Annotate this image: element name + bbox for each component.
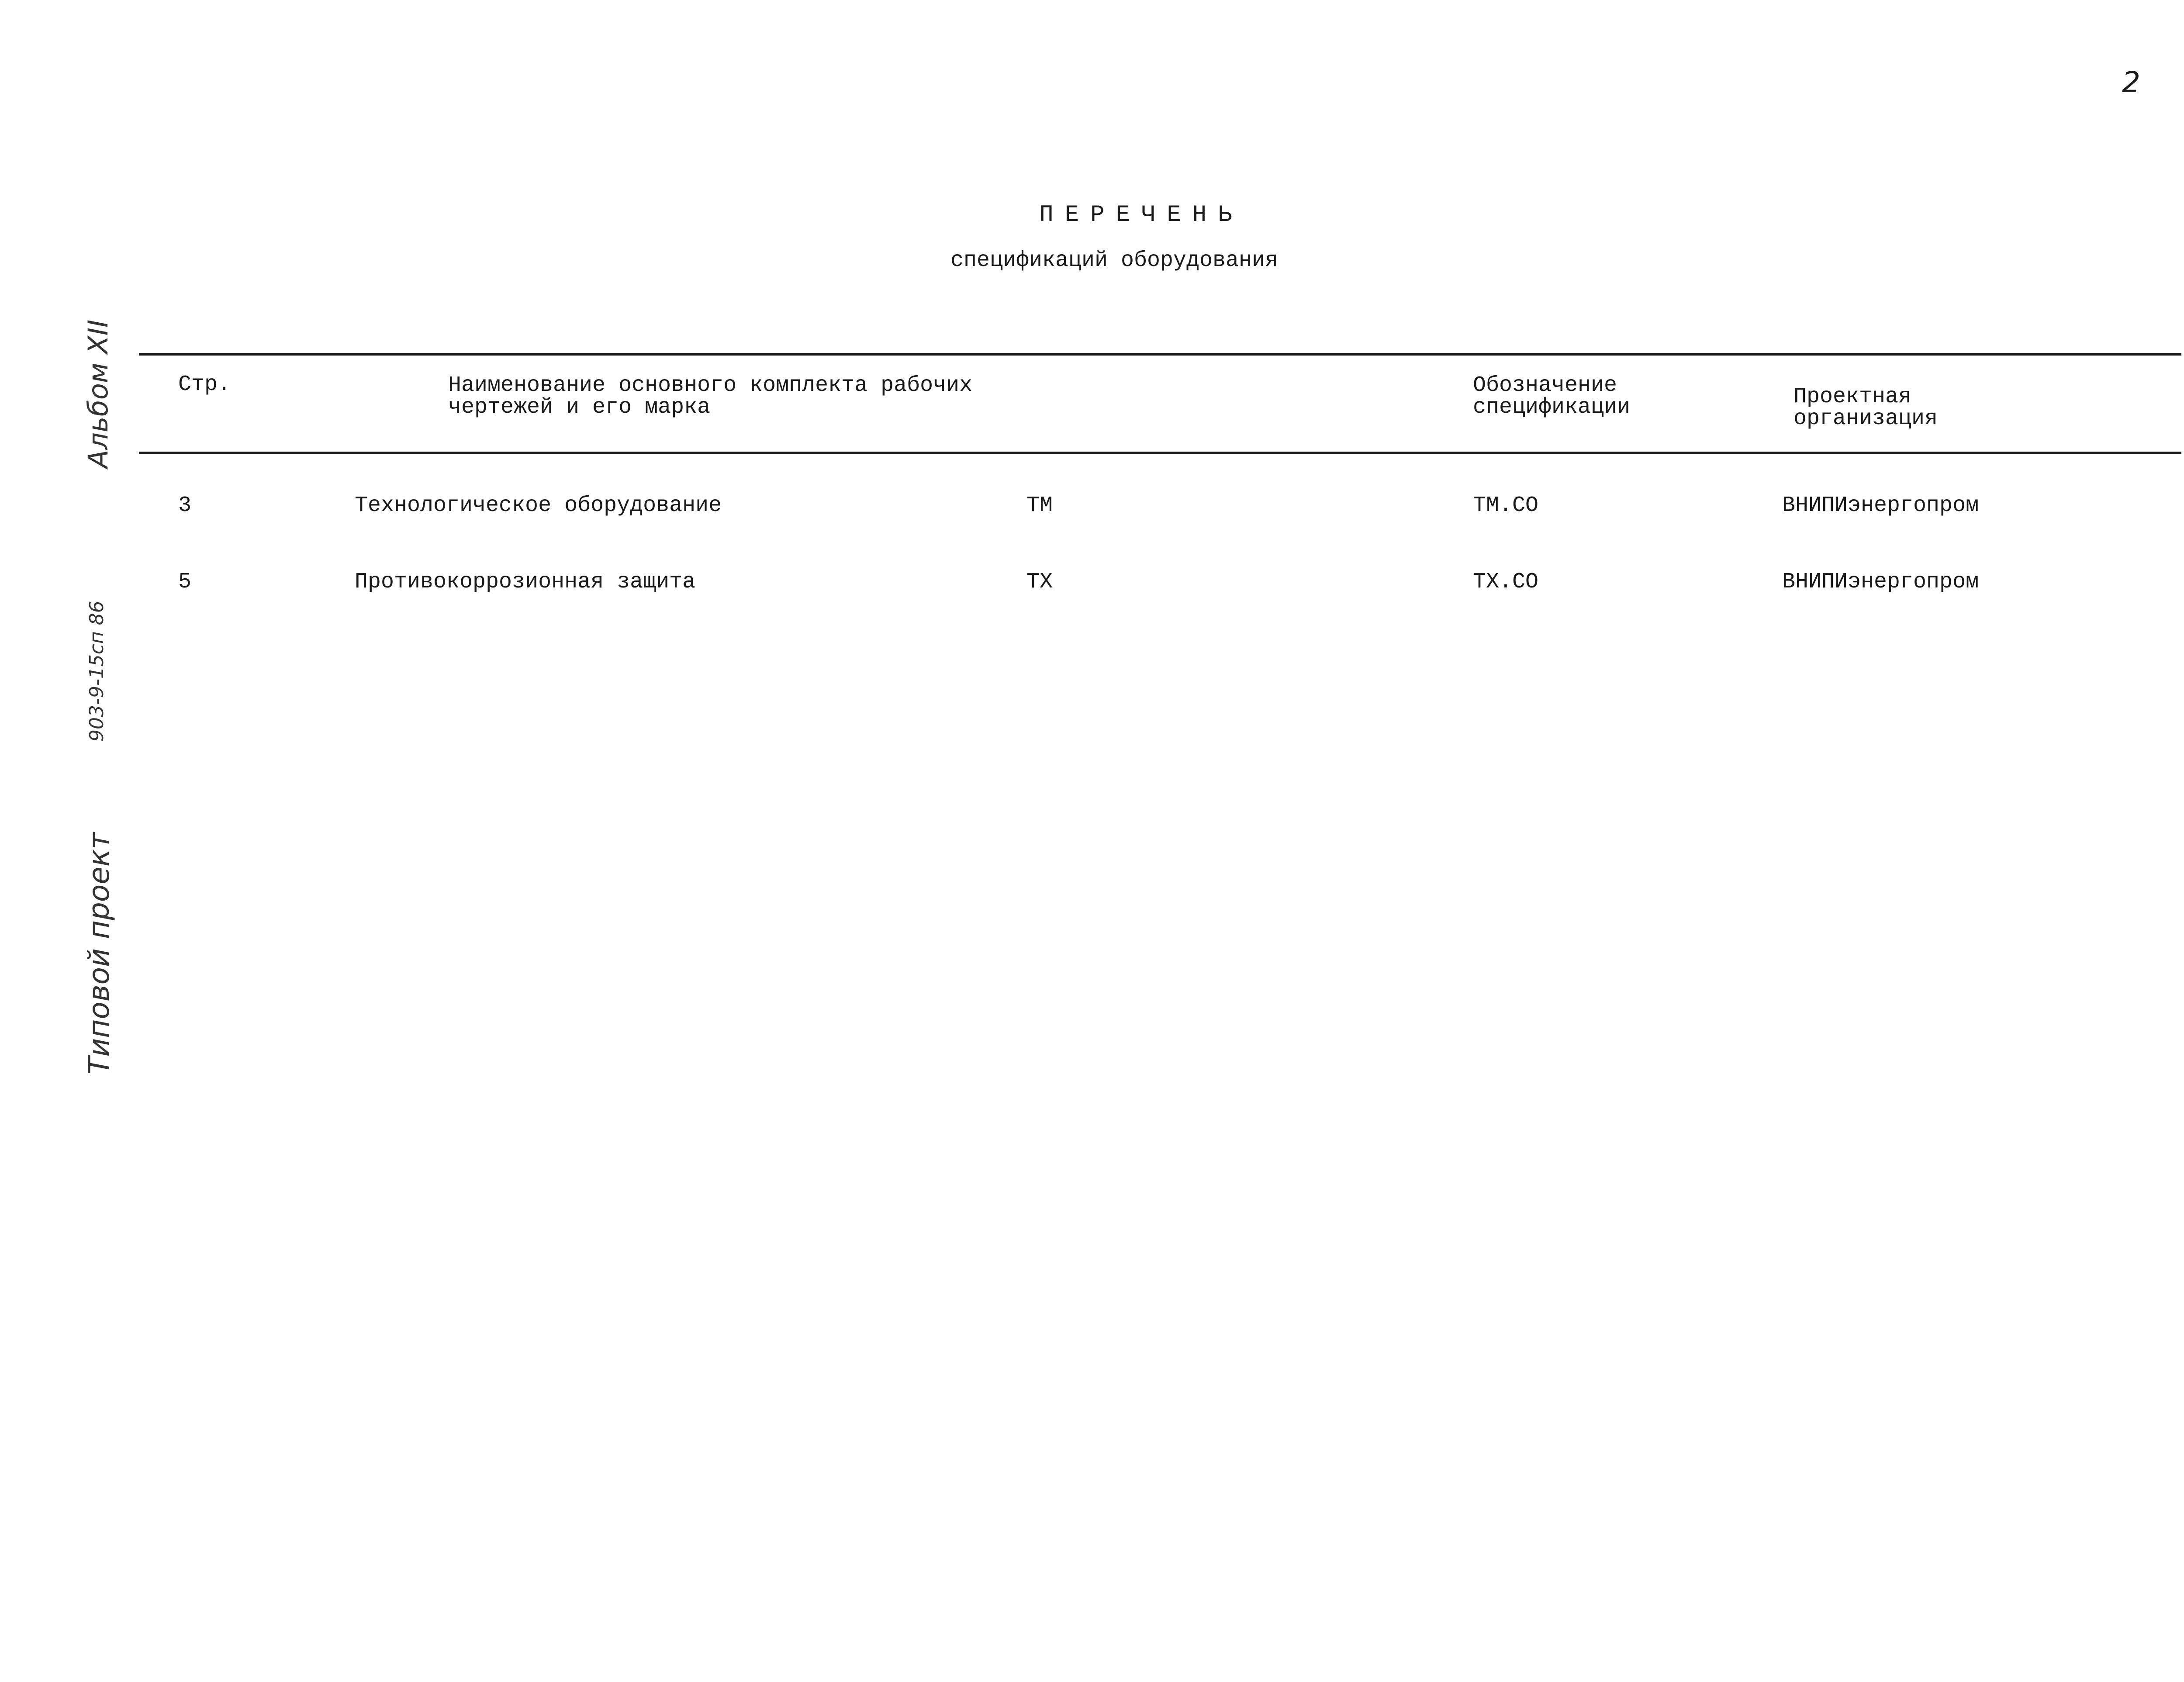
row-1-mark: ТМ xyxy=(1026,493,1053,518)
page-number: 2 xyxy=(2122,66,2140,99)
document-subtitle: спецификаций оборудования xyxy=(950,248,1279,273)
row-2-name: Противокоррозионная защита xyxy=(355,570,696,594)
row-1-name: Технологическое оборудование xyxy=(355,493,722,518)
row-1-code: ТМ.СО xyxy=(1473,493,1539,518)
margin-project-code: 903-9-15сп 86 xyxy=(86,601,108,742)
row-2-org: ВНИПИэнергопром xyxy=(1782,570,1979,594)
row-2-page: 5 xyxy=(178,570,192,594)
row-1-org: ВНИПИэнергопром xyxy=(1782,493,1979,518)
table-top-rule xyxy=(139,353,2181,356)
header-name-column: Наименование основного комплекта рабочих чертежей и его марка xyxy=(448,373,973,420)
margin-album-note: Альбом XII xyxy=(82,319,114,468)
header-org-column: Проектная организация xyxy=(1794,384,1938,431)
header-page-column: Стр. xyxy=(178,372,231,397)
row-1-page: 3 xyxy=(178,493,192,518)
header-code-column: Обозначение спецификации xyxy=(1473,373,1631,420)
document-title: ПЕРЕЧЕНЬ xyxy=(1039,202,1244,228)
table-header-rule xyxy=(139,452,2181,454)
row-2-mark: ТХ xyxy=(1026,570,1053,594)
margin-project-label: Типовой проект xyxy=(82,832,116,1074)
row-2-code: ТХ.СО xyxy=(1473,570,1539,594)
